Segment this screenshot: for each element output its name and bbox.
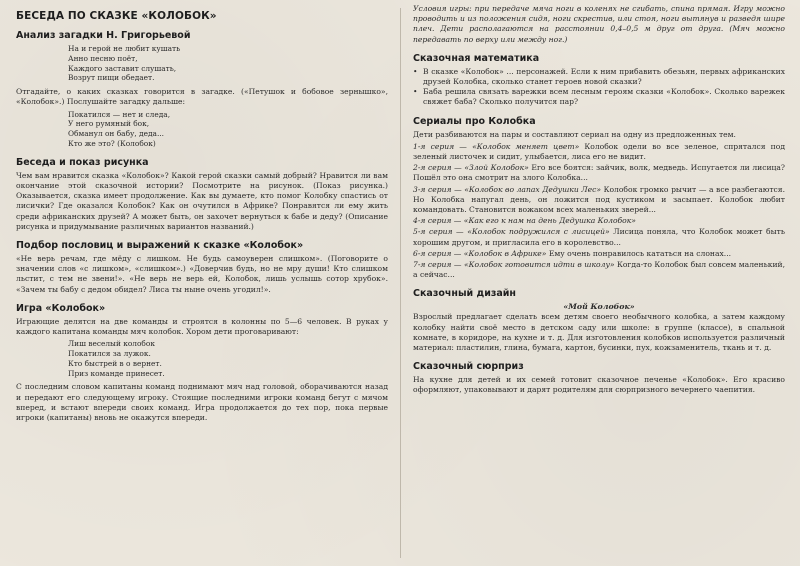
riddle-poem-2: [68, 110, 388, 149]
surprise-text: На кухне для детей и их семей готовит сказочное печенье «Колобок». Его красиво оформляют, упаковывают и дарят родителям для сюрпризного вечернего чаепития.: [413, 375, 785, 395]
design-subtitle: «Мой Колобок»: [563, 302, 635, 312]
game-rules: Условия игры: при передаче мяча ноги в коленях не сгибать, спина прямая. Игру можно проводить и из положения сидя, ноги скрестив, или стоя, ноги вытянув и разведя шире плеч. Дети располагаются на расстоянии 0,4–0,5 м друг от друга. (Мяч можно передавать по верху или между ног.): [413, 4, 785, 44]
episode: 4-я серия — «Как его к нам на день Дедушка Колобок»: [413, 216, 636, 226]
left-column: [16, 4, 388, 425]
poem-line: У него румяный бок,: [68, 119, 150, 129]
poem-line: Приз команде принесет.: [68, 368, 165, 378]
game-heading: Игра «Колобок»: [16, 302, 106, 314]
game-text-2: С последним словом капитаны команд поднимают мяч над головой, оборачиваются назад и передают его следующему игроку. Стоящие последними игроки команд бегут с мячом вперед, и встают впереди своих команд. Игра продолжается до тех пор, пока первые игроки (капитаны) вновь не окажутся впереди.: [16, 382, 388, 423]
episode: 3-я серия — «Колобок во лапах Дедушки Лес» Колобок громко рычит — а все разбегаются. Но Колобка напугал день, он ложится под кустиком и засыпает. Колобок любит командовать. Становится вожаком всех маленьких зверей...: [413, 184, 786, 215]
poem-line: Покатился за лужок.: [68, 349, 151, 359]
poem-line: Кто быстрей в о вернет.: [68, 358, 162, 368]
poem-line: Покатился — нет и следа,: [68, 109, 171, 119]
episode: 2-я серия — «Злой Колобок» Его все боятся: зайчик, волк, медведь. Испугается ли лисица? Пошёл это она смотрит на злого Колобка...: [413, 163, 785, 183]
episode-list: [413, 142, 785, 281]
right-column: [413, 4, 785, 398]
episode: 6-я серия — «Колобок в Африке» Ему очень понравилось кататься на слонах...: [413, 248, 732, 258]
proverbs-heading: Подбор пословиц и выражений к сказке «Колобок»: [16, 240, 304, 251]
poem-line: Каждого заставит слушать,: [68, 63, 177, 73]
proverbs-text: «Не верь речам, где мёду с лишком. Не будь самоуверен слишком». (Поговорите о значении слов «с лишком», «слишком».) «Доверчив будь, но не мру души! Кто слишком льстит, с тем не звени!». «Не верь не верь ей, Колобок, лишь услышь сотор хрубок». «Зачем ты бабу с дедом обидел? Лиса ты ныне очень угодил!».: [16, 254, 388, 294]
list-item: • Баба решила связать варежки всем лесным героям сказки «Колобок». Сколько варежек свяжет баба? Сколько получится пар?: [413, 87, 785, 107]
poem-line: Обманул он бабу, деда...: [68, 129, 164, 139]
serials-heading: Сериалы про Колобка: [413, 115, 536, 127]
episode: 1-я серия — «Колобок меняет цвет» Колобок одели во все зеленое, спрятался под зеленый листочек и сидит, улыбается, лиса его не видит.: [413, 141, 785, 162]
list-item: • В сказке «Колобок» ... персонажей. Если к ним прибавить обезьян, первых африканских друзей Колобка, сколько станет героев новой сказки?: [413, 66, 785, 87]
math-heading: Сказочная математика: [413, 52, 540, 64]
math-list: [413, 67, 785, 108]
riddle-poem: [68, 44, 388, 83]
surprise-heading: Сказочный сюрприз: [413, 361, 524, 373]
riddle-heading: Анализ загадки Н. Григорьевой: [16, 30, 191, 41]
talk-heading: Беседа и показ рисунка: [16, 156, 149, 168]
riddle-question: Отгадайте, о каких сказках говорится в загадке. («Петушок и бобовое зернышко», «Колобок».) Послушайте загадку дальше:: [16, 87, 388, 107]
poem-line: Лиш веселый колобок: [68, 339, 155, 349]
design-text: Взрослый предлагает сделать всем детям своего необычного колобка, а затем каждому колобку найти своё место в детском саду или школе: в группе (классе), в спальной комнате, в коридоре, на кухне и т. д. Для изготовления колобков используется различный материал: пластилин, глина, бумага, картон, бусинки, пух, кожзаменитель, ткань и т. д.: [413, 312, 785, 353]
poem-line: Возрут пищи обедает.: [68, 73, 155, 83]
game-text: Играющие делятся на две команды и строятся в колонны по 5—6 человек. В руках у каждого капитана команды мяч колобок. Хором дети проговаривают:: [16, 316, 388, 337]
episode: 5-я серия — «Колобок подружился с лисицей» Лисица поняла, что Колобок может быть хорошим другом, и пригласила его в королевство...: [413, 227, 785, 247]
poem-line: На и герой не любит кушать: [68, 44, 181, 53]
game-chant: [68, 339, 388, 378]
episode: 7-я серия — «Колобок готовится идти в школу» Когда-то Колобок был совсем маленький, а сейчас...: [413, 260, 786, 280]
poem-line: Анно песню поёт,: [68, 53, 138, 63]
talk-text: Чем вам нравится сказка «Колобок»? Какой герой сказки самый добрый? Нравится ли вам окончание этой сказочной истории? Посмотрите на рисунок. (Показ рисунка.) Оказывается, сказка имеет продолжение. Как вы думаете, кто помог Колобку спастись от лисички? Где оказался Колобок? Как он очутился в Африке? Понравятся ли ему жить среди африканских друзей? А может быть, он захочет вернуться к бабе и деду? (Описание рисунка и придумывание различных вариантов названий.): [16, 170, 388, 231]
column-divider: [400, 8, 401, 558]
serials-intro: Дети разбиваются на пары и составляют сериал на одну из предложенных тем.: [413, 129, 736, 139]
article-title: БЕСЕДА ПО СКАЗКЕ «КОЛОБОК»: [16, 10, 217, 22]
poem-line: Кто же это? (Колобок): [68, 138, 156, 148]
design-heading: Сказочный дизайн: [413, 288, 516, 300]
